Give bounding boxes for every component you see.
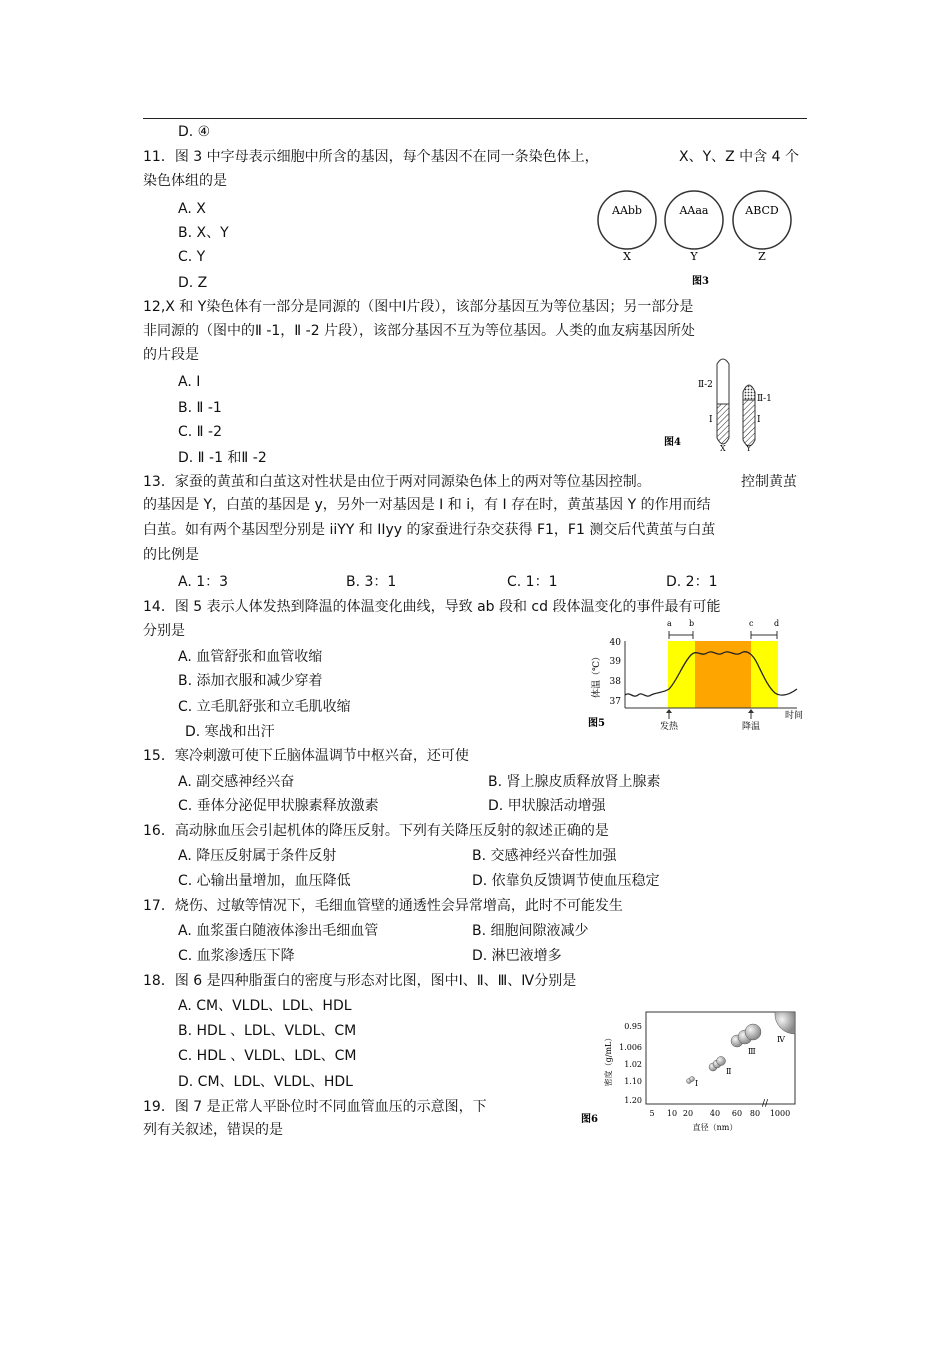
q15-option-c: C. 垂体分泌促甲状腺素释放激素 bbox=[178, 798, 379, 814]
q18-option-b: B. HDL 、LDL、VLDL、CM bbox=[178, 1023, 357, 1039]
q15-stem: 15．寒冷刺激可使下丘脑体温调节中枢兴奋，还可使 bbox=[143, 748, 469, 764]
q13-option-c: C. 1：1 bbox=[507, 574, 558, 590]
q19-stem-a: 19．图 7 是正常人平卧位时不同血管血压的示意图，下 bbox=[143, 1099, 487, 1115]
q16-option-b: B. 交感神经兴奋性加强 bbox=[472, 848, 617, 864]
q13-stem-c: 的基因是 Y，白茧的基因是 y，另外一对基因是 I 和 i，有 I 存在时，黄茧基因 Y 的作用而结 bbox=[143, 497, 711, 513]
xtick-20: 20 bbox=[682, 1109, 694, 1118]
axis-break: // bbox=[762, 1099, 769, 1109]
q12-stem-b: 非同源的（图中的Ⅱ -1，Ⅱ -2 片段），该部分基因不互为等位基因。人类的血友病基因所处 bbox=[143, 323, 696, 339]
q11-stem-b: X、Y、Z 中含 4 个 bbox=[679, 149, 799, 165]
label-c: c bbox=[749, 619, 754, 628]
xtick-5: 5 bbox=[649, 1109, 655, 1118]
q13-option-a: A. 1：3 bbox=[178, 574, 229, 590]
q11-option-b: B. X、Y bbox=[178, 225, 229, 241]
xtick-80: 80 bbox=[749, 1109, 761, 1118]
q11-option-c: C. Y bbox=[178, 249, 206, 265]
q12-stem-c: 的片段是 bbox=[143, 347, 199, 363]
q13-stem-e: 的比例是 bbox=[143, 547, 199, 563]
figure-4-chromosomes bbox=[660, 352, 780, 456]
q17-option-a: A. 血浆蛋白随液体渗出毛细血管 bbox=[178, 923, 379, 939]
ytick-40: 40 bbox=[609, 638, 621, 648]
figure-6-lipoprotein-chart bbox=[575, 1008, 800, 1138]
q18-option-c: C. HDL 、VLDL、LDL、CM bbox=[178, 1048, 357, 1064]
cell-x bbox=[598, 191, 656, 263]
ytick-1.10: 1.10 bbox=[624, 1077, 642, 1086]
label-ii-2: Ⅱ-2 bbox=[698, 380, 713, 390]
q14-stem-b: 分别是 bbox=[143, 623, 185, 639]
xtick-40: 40 bbox=[709, 1109, 721, 1118]
q17-option-b: B. 细胞间隙液减少 bbox=[472, 923, 589, 939]
roman-i: Ⅰ bbox=[695, 1079, 699, 1088]
q12-option-c: C. Ⅱ -2 bbox=[178, 424, 222, 440]
q13-stem-a: 13．家蚕的黄茧和白茧这对性状是由位于两对同源染色体上的两对等位基因控制。 bbox=[143, 474, 651, 490]
figure-3-cells bbox=[590, 188, 815, 293]
q17-option-d: D. 淋巴液增多 bbox=[472, 948, 562, 964]
q12-option-a: A. Ⅰ bbox=[178, 374, 201, 390]
q15-option-d: D. 甲状腺活动增强 bbox=[488, 798, 606, 814]
ytick-38: 38 bbox=[609, 677, 621, 687]
q18-stem: 18．图 6 是四种脂蛋白的密度与形态对比图，图中Ⅰ、Ⅱ、Ⅲ、Ⅳ分别是 bbox=[143, 973, 577, 989]
roman-ii: Ⅱ bbox=[726, 1067, 732, 1076]
y-axis-label: 体温（℃） bbox=[592, 651, 602, 699]
q11-stem-a: 11．图 3 中字母表示细胞中所含的基因，每个基因不在同一条染色体上， bbox=[143, 149, 599, 165]
cell-y-genes: AAaa bbox=[679, 204, 709, 217]
q10-option-d: D. ④ bbox=[178, 124, 211, 140]
q14-option-a: A. 血管舒张和血管收缩 bbox=[178, 649, 323, 665]
q18-option-d: D. CM、LDL、VLDL、HDL bbox=[178, 1074, 353, 1090]
label-x: X bbox=[720, 444, 726, 453]
q12-stem-a: 12,X 和 Y染色体有一部分是同源的（图中Ⅰ片段），该部分基因互为等位基因；另一部分是 bbox=[143, 299, 694, 315]
q14-option-d: D. 寒战和出汗 bbox=[185, 724, 275, 740]
label-i-x: Ⅰ bbox=[709, 415, 713, 425]
roman-iii: Ⅲ bbox=[748, 1047, 756, 1056]
q13-stem-d: 白茧。如有两个基因型分别是 iiYY 和 IIyy 的家蚕进行杂交获得 F1，F1 测交后代黄茧与白茧 bbox=[143, 522, 716, 538]
y-chromosome bbox=[743, 385, 755, 446]
q17-stem: 17．烧伤、过敏等情况下，毛细血管壁的通透性会异常增高，此时不可能发生 bbox=[143, 898, 623, 914]
q18-option-a: A. CM、VLDL、LDL、HDL bbox=[178, 998, 352, 1014]
label-fever: 发热 bbox=[659, 722, 679, 732]
q16-option-d: D. 依靠负反馈调节使血压稳定 bbox=[472, 873, 660, 889]
figure-3-caption: 图3 bbox=[692, 276, 709, 287]
q13-stem-b: 控制黄茧 bbox=[741, 474, 797, 490]
cell-x-genes: AAbb bbox=[612, 204, 642, 217]
q11-option-a: A. X bbox=[178, 201, 206, 217]
cell-x-label: X bbox=[623, 250, 631, 263]
figure-4-caption: 图4 bbox=[664, 437, 681, 448]
q17-option-c: C. 血浆渗透压下降 bbox=[178, 948, 295, 964]
cell-y-label: Y bbox=[690, 250, 698, 263]
q19-stem-b: 列有关叙述，错误的是 bbox=[143, 1122, 283, 1138]
y-axis-label: 密度（g/mL） bbox=[604, 1033, 613, 1087]
q11-stem-c: 染色体组的是 bbox=[143, 173, 227, 189]
ytick-37: 37 bbox=[609, 697, 621, 707]
q16-stem: 16．高动脉血压会引起机体的降压反射。下列有关降压反射的叙述正确的是 bbox=[143, 823, 609, 839]
ytick-1.006: 1.006 bbox=[619, 1043, 642, 1052]
q15-option-b: B. 肾上腺皮质释放肾上腺素 bbox=[488, 774, 661, 790]
figure-5-temperature-chart bbox=[585, 615, 810, 735]
q15-option-a: A. 副交感神经兴奋 bbox=[178, 774, 295, 790]
ytick-0.95: 0.95 bbox=[624, 1022, 642, 1031]
ytick-1.20: 1.20 bbox=[624, 1096, 642, 1105]
x-axis-label: 时间 bbox=[785, 711, 804, 721]
q12-option-d: D. Ⅱ -1 和Ⅱ -2 bbox=[178, 450, 267, 466]
q11-option-d: D. Z bbox=[178, 275, 208, 291]
top-rule bbox=[143, 118, 807, 119]
q12-option-b: B. Ⅱ -1 bbox=[178, 400, 222, 416]
cell-z-genes: ABCD bbox=[745, 204, 779, 217]
xtick-1000: 1000 bbox=[769, 1109, 791, 1118]
cell-z bbox=[733, 191, 791, 263]
cell-y bbox=[665, 191, 723, 263]
q14-stem-a: 14．图 5 表示人体发热到降温的体温变化曲线，导致 ab 段和 cd 段体温变化的事件最有可能 bbox=[143, 599, 721, 615]
q14-option-c: C. 立毛肌舒张和立毛肌收缩 bbox=[178, 699, 351, 715]
x-axis-label: 直径（nm） bbox=[692, 1123, 738, 1132]
label-a: a bbox=[667, 619, 672, 628]
label-d: d bbox=[774, 619, 780, 628]
q14-option-b: B. 添加衣服和减少穿着 bbox=[178, 673, 323, 689]
ytick-1.02: 1.02 bbox=[624, 1060, 642, 1069]
ytick-39: 39 bbox=[609, 657, 621, 667]
label-cool: 降温 bbox=[741, 722, 761, 732]
label-y: Y bbox=[746, 444, 752, 453]
xtick-60: 60 bbox=[731, 1109, 743, 1118]
x-chromosome bbox=[717, 359, 729, 444]
q16-option-c: C. 心输出量增加，血压降低 bbox=[178, 873, 351, 889]
figure-6-caption: 图6 bbox=[581, 1114, 598, 1125]
figure-5-caption: 图5 bbox=[588, 718, 605, 729]
q13-option-b: B. 3：1 bbox=[346, 574, 397, 590]
label-i-y: Ⅰ bbox=[757, 415, 761, 425]
label-b: b bbox=[689, 619, 695, 628]
cell-z-label: Z bbox=[758, 250, 766, 263]
roman-iv: Ⅳ bbox=[777, 1035, 785, 1044]
q16-option-a: A. 降压反射属于条件反射 bbox=[178, 848, 337, 864]
plateau-zone bbox=[695, 641, 751, 708]
label-ii-1: Ⅱ-1 bbox=[757, 394, 772, 404]
xtick-10: 10 bbox=[666, 1109, 678, 1118]
q13-option-d: D. 2：1 bbox=[666, 574, 718, 590]
